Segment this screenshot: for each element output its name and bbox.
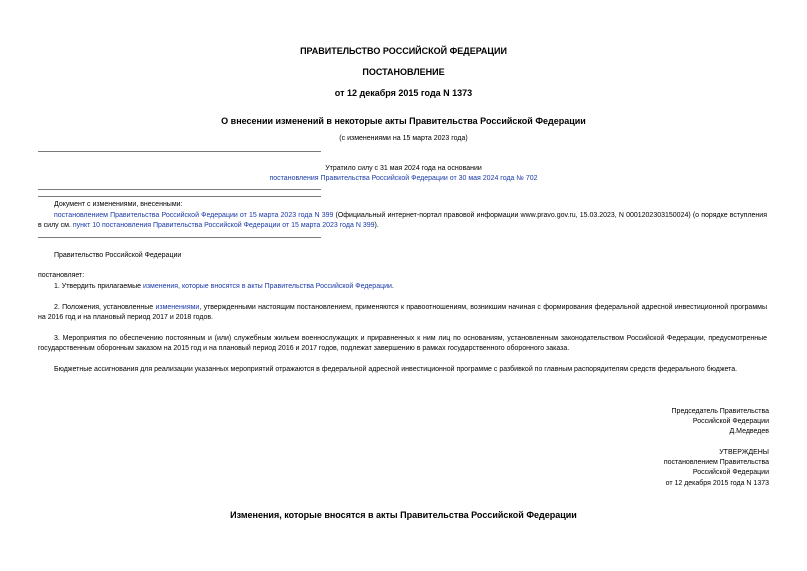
revision-note: (с изменениями на 15 марта 2023 года) bbox=[339, 135, 468, 142]
date-number: от 12 декабря 2015 года N 1373 bbox=[334, 88, 473, 98]
validity-note: Утратило силу с 31 мая 2024 года на основании bbox=[325, 165, 482, 172]
divider bbox=[38, 151, 321, 152]
approved-date: от 12 декабря 2015 года N 1373 bbox=[665, 480, 769, 487]
changes-ref-link[interactable]: изменениями bbox=[155, 304, 200, 311]
doc-type-heading: ПОСТАНОВЛЕНИЕ bbox=[362, 67, 445, 77]
signature-name: Д.Медведев bbox=[729, 428, 769, 435]
divider bbox=[38, 237, 321, 238]
divider bbox=[38, 196, 321, 197]
approved-org: Российской Федерации bbox=[692, 469, 769, 476]
authority: Правительство Российской Федерации bbox=[54, 252, 182, 259]
document-title: О внесении изменений в некоторые акты Правительства Российской Федерации bbox=[221, 116, 586, 126]
paragraph-2: 2. Положения, установленные изменениями, утвержденными настоящим постановлением, применяются к правоотношениям, возникшим начиная с формирования федеральной адресной инвестиционной программы на 2016 год и на плановый период 2017 и 2018 годов. bbox=[38, 304, 767, 321]
amendments-text: постановлением Правительства Российской Федерации от 15 марта 2023 года N 399 (Официальный интернет-портал правовой информации www.pravo.gov.ru, 15.03.2023, N 0001202303150024) (о порядке вступления в силу см. пункт 10 постановления Правительства Российской Федерации от 15 марта 2023 года N 399). bbox=[38, 212, 767, 229]
validity-link[interactable]: постановления Правительства Российской Федерации от 30 мая 2024 года № 702 bbox=[269, 175, 538, 182]
divider bbox=[38, 189, 321, 190]
decrees-word: постановляет: bbox=[38, 272, 85, 279]
amendment-link[interactable]: постановлением Правительства Российской Федерации от 15 марта 2023 года N 399 bbox=[54, 212, 334, 219]
approved-label: УТВЕРЖДЕНЫ bbox=[719, 449, 769, 456]
paragraph-1: 1. Утвердить прилагаемые изменения, которые вносятся в акты Правительства Российской Федерации. bbox=[54, 283, 394, 290]
approved-by: постановлением Правительства bbox=[663, 459, 769, 466]
signature-org: Российской Федерации bbox=[692, 418, 769, 425]
government-heading: ПРАВИТЕЛЬСТВО РОССИЙСКОЙ ФЕДЕРАЦИИ bbox=[300, 46, 507, 56]
annex-title: Изменения, которые вносятся в акты Правительства Российской Федерации bbox=[230, 510, 577, 520]
amendments-heading: Документ с изменениями, внесенными: bbox=[54, 201, 183, 208]
signature-position: Председатель Правительства bbox=[671, 408, 769, 415]
paragraph-4: Бюджетные ассигнования для реализации указанных мероприятий отражаются в федеральной адресной инвестиционной программе с разбивкой по главным распорядителям средств федерального бюджета. bbox=[54, 366, 738, 373]
paragraph-3: 3. Мероприятия по обеспечению постоянным и (или) служебным жильем военнослужащих и приравненных к ним лиц по основаниям, установленным законодательством Российской Федерации, предусмотренные государственным оборонным заказом на 2015 год и на плановый период 2016 и 2017 годов, подлежат завершению в рамках государственного оборонного заказа. bbox=[38, 335, 767, 352]
changes-link[interactable]: изменения, которые вносятся в акты Правительства Российской Федерации bbox=[142, 283, 392, 290]
amendment-clause-link[interactable]: пункт 10 постановления Правительства Российской Федерации от 15 марта 2023 года N 399 bbox=[72, 222, 375, 229]
